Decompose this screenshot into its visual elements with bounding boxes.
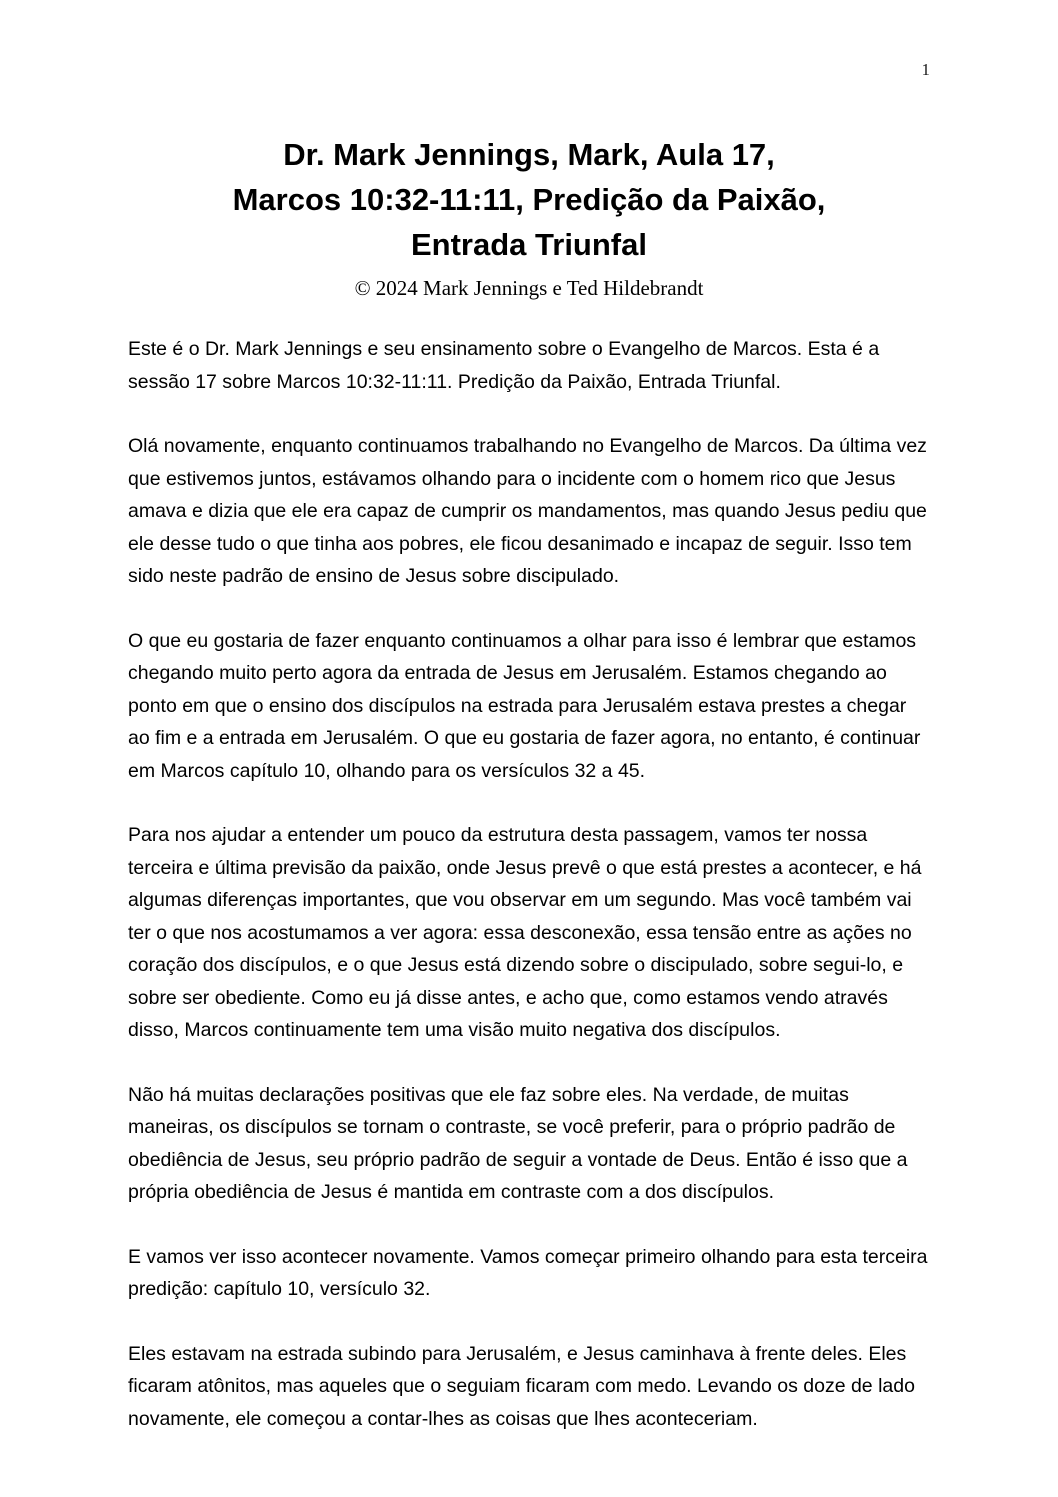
document-title (128, 132, 930, 267)
title-line-1: Dr. Mark Jennings, Mark, Aula 17, (283, 137, 775, 172)
title-line-3: Entrada Triunfal (411, 227, 647, 262)
paragraph-7: Eles estavam na estrada subindo para Jerusalém, e Jesus caminhava à frente deles. Eles ficaram atônitos, mas aqueles que o seguiam ficaram com medo. Levando os doze de lado novamente, ele começou a contar-lhes as coisas que lhes aconteceriam. (128, 1342, 915, 1430)
paragraph-5: Não há muitas declarações positivas que ele faz sobre eles. Na verdade, de muitas maneiras, os discípulos se tornam o contraste, se você preferir, para o próprio padrão de obediência de Jesus, seu próprio padrão de seguir a vontade de Deus. Então é isso que a própria obediência de Jesus é mantida em contraste com a dos discípulos. (128, 1083, 908, 1203)
document-content (128, 132, 930, 1467)
paragraph-3: O que eu gostaria de fazer enquanto continuamos a olhar para isso é lembrar que estamos chegando muito perto agora da entrada de Jesus em Jerusalém. Estamos chegando ao ponto em que o ensino dos discípulos na estrada para Jerusalém estava prestes a chegar ao fim e a entrada em Jerusalém. O que eu gostaria de fazer agora, no entanto, é continuar em Marcos capítulo 10, olhando para os versículos 32 a 45. (128, 629, 921, 782)
paragraph-1: Este é o Dr. Mark Jennings e seu ensinamento sobre o Evangelho de Marcos. Esta é a sessão 17 sobre Marcos 10:32-11:11. Predição da Paixão, Entrada Triunfal. (128, 338, 880, 393)
title-line-2: Marcos 10:32-11:11, Predição da Paixão, (232, 182, 826, 217)
document-body (128, 333, 930, 1435)
paragraph-2: Olá novamente, enquanto continuamos trabalhando no Evangelho de Marcos. Da última vez que estivemos juntos, estávamos olhando para o incidente com o homem rico que Jesus amava e dizia que ele era capaz de cumprir os mandamentos, mas quando Jesus pediu que ele desse tudo o que tinha aos pobres, ele ficou desanimado e incapaz de seguir. Isso tem sido neste padrão de ensino de Jesus sobre discipulado. (128, 435, 927, 587)
paragraph-4: Para nos ajudar a entender um pouco da estrutura desta passagem, vamos ter nossa terceira e última previsão da paixão, onde Jesus prevê o que está prestes a acontecer, e há algumas diferenças importantes, que vou observar em um segundo. Mas você também vai ter o que nos acostumamos a ver agora: essa desconexão, essa tensão entre as ações no coração dos discípulos, e o que Jesus está dizendo sobre o discipulado, sobre segui-lo, e sobre ser obediente. Como eu já disse antes, e acho que, como estamos vendo através disso, Marcos continuamente tem uma visão muito negativa dos discípulos. (128, 824, 922, 1041)
page-number: 1 (921, 60, 930, 79)
paragraph-6: E vamos ver isso acontecer novamente. Vamos começar primeiro olhando para esta terceira predição: capítulo 10, versículo 32. (128, 1245, 928, 1300)
copyright-line: © 2024 Mark Jennings e Ted Hildebrandt (354, 276, 704, 300)
